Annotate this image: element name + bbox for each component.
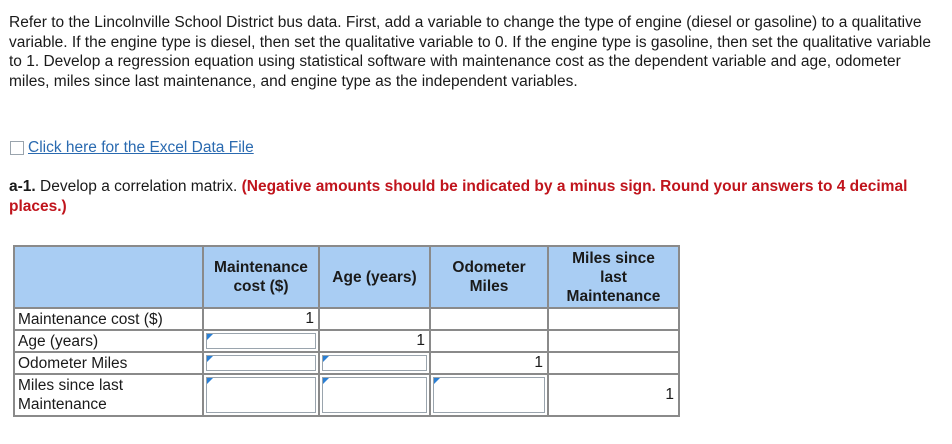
empty-cell: [430, 330, 548, 352]
answer-input[interactable]: [206, 333, 316, 349]
question-a1: [9, 177, 944, 217]
col-header-maintenance-cost: Maintenance cost ($): [203, 246, 319, 308]
excel-data-link-text[interactable]: Click here for the Excel Data File: [28, 139, 254, 156]
table-row: [14, 374, 679, 416]
table-row: [14, 330, 679, 352]
col-header-odometer-miles: Odometer Miles: [430, 246, 548, 308]
diag-value: 1: [430, 352, 548, 374]
answer-cell-miles-odometer: [430, 374, 548, 416]
corner-header: [14, 246, 203, 308]
empty-cell: [430, 308, 548, 330]
answer-input[interactable]: [322, 355, 427, 371]
row-label-miles-since-maintenance: Miles since last Maintenance: [14, 374, 203, 416]
empty-cell: [548, 352, 679, 374]
empty-cell: [548, 308, 679, 330]
answer-cell-age-maintenance: [203, 330, 319, 352]
answer-input[interactable]: [206, 377, 316, 413]
question-number: a-1.: [9, 178, 36, 195]
problem-intro: Refer to the Lincolnville School District bus data. First, add a variable to change the type of engine (diesel or gasoline) to a qualitative variable. If the engine type is diesel, then set the qualitative variable to 0. If the engine type is gasoline, then set the qualitative variable to 1. Develop a regression equation using statistical software with maintenance cost as the dependent variable and age, odometer miles, miles since last maintenance, and engine type as the independent variables.: [9, 14, 931, 90]
answer-cell-odometer-age: [319, 352, 430, 374]
excel-data-link[interactable]: [10, 138, 254, 157]
empty-cell: [548, 330, 679, 352]
diag-value: 1: [203, 308, 319, 330]
row-label-age: Age (years): [14, 330, 203, 352]
empty-cell: [319, 308, 430, 330]
correlation-matrix-table: [13, 245, 680, 417]
question-text: Develop a correlation matrix.: [35, 178, 242, 195]
table-row: [14, 352, 679, 374]
diag-value: 1: [548, 374, 679, 416]
table-row: [14, 308, 679, 330]
answer-cell-miles-age: [319, 374, 430, 416]
col-header-miles-since-maintenance: Miles since last Maintenance: [548, 246, 679, 308]
col-header-age: Age (years): [319, 246, 430, 308]
file-icon: [10, 141, 24, 155]
diag-value: 1: [319, 330, 430, 352]
row-label-maintenance-cost: Maintenance cost ($): [14, 308, 203, 330]
row-label-odometer-miles: Odometer Miles: [14, 352, 203, 374]
question-instruction: (Negative amounts should be indicated by a minus sign. Round your answers to 4 decimal places.): [9, 178, 908, 215]
answer-input[interactable]: [206, 355, 316, 371]
answer-cell-odometer-maintenance: [203, 352, 319, 374]
answer-cell-miles-maintenance: [203, 374, 319, 416]
answer-input[interactable]: [322, 377, 427, 413]
answer-input[interactable]: [433, 377, 545, 413]
